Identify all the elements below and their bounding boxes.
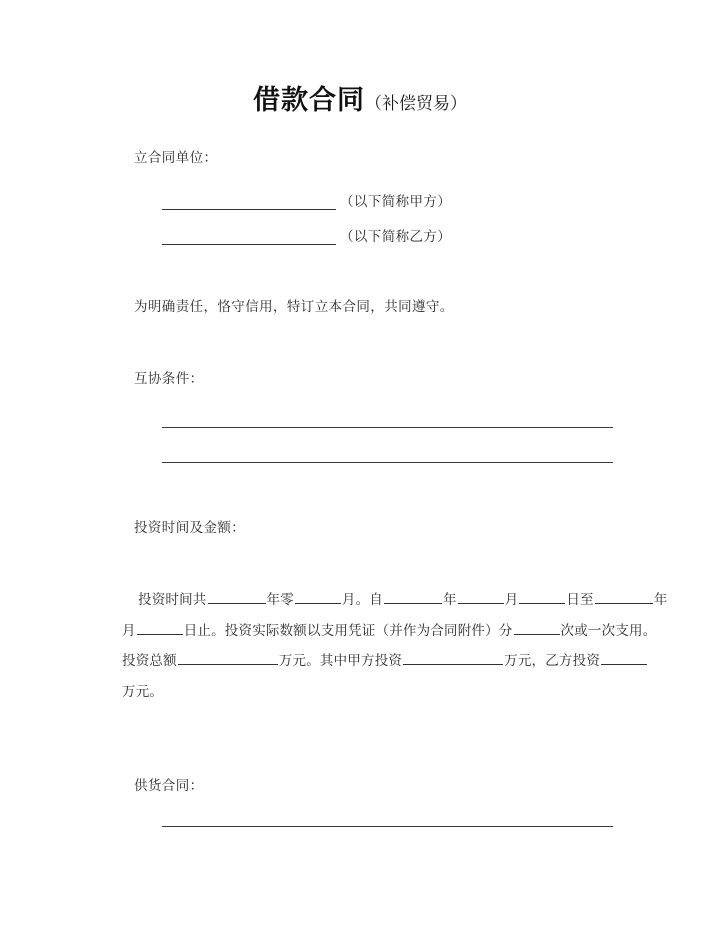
party-a-row [162, 190, 622, 212]
mutual-terms-fill-line-1[interactable] [162, 427, 613, 428]
end-year-input[interactable] [595, 589, 653, 604]
investment-paragraph-line-3 [122, 646, 613, 677]
text-year-zero: 年零 [266, 592, 294, 608]
start-day-input[interactable] [519, 589, 565, 604]
text-amount-unit-suffix: 万元。 [122, 683, 164, 700]
investment-paragraph-line-4 [122, 677, 613, 708]
mutual-terms-fill-line-2[interactable] [162, 462, 613, 463]
text-total-amount-prefix: 投资总额 [122, 653, 177, 669]
total-amount-input[interactable] [178, 650, 278, 665]
text-party-b-amount-prefix: 万元，乙方投资 [504, 653, 601, 669]
investment-paragraph-line-2 [122, 616, 657, 647]
text-month-from: 月。自 [341, 592, 384, 608]
text-disbursement-suffix: 次或一次支用。 [560, 622, 657, 639]
text-party-a-amount-prefix: 万元。其中甲方投资 [278, 653, 403, 669]
mutual-terms-heading: 互协条件： [134, 371, 204, 387]
title-subtitle-text: （补偿贸易） [365, 94, 467, 114]
party-a-amount-input[interactable] [403, 650, 503, 665]
party-b-input[interactable] [162, 229, 336, 245]
text-year-2: 年 [653, 592, 668, 608]
title-main-text: 借款合同 [253, 85, 365, 116]
end-day-input[interactable] [137, 620, 183, 635]
months-total-input[interactable] [295, 589, 341, 604]
party-a-input[interactable] [162, 194, 336, 210]
party-b-row [162, 225, 622, 247]
start-month-input[interactable] [458, 589, 504, 604]
supply-contract-fill-line-1[interactable] [162, 826, 613, 827]
party-b-label: （以下简称乙方） [340, 229, 452, 245]
disbursement-times-input[interactable] [514, 620, 560, 635]
page-title [0, 78, 720, 117]
supply-contract-heading: 供货合同： [134, 778, 204, 794]
years-total-input[interactable] [208, 589, 266, 604]
text-day-to: 日至 [566, 592, 594, 608]
text-year-1: 年 [443, 592, 457, 608]
text-invest-duration-prefix: 投资时间共 [138, 592, 207, 608]
parties-heading: 立合同单位： [134, 150, 218, 166]
investment-paragraph [122, 585, 668, 707]
start-year-input[interactable] [384, 589, 442, 604]
purpose-statement: 为明确责任，恪守信用，特订立本合同，共同遵守。 [134, 299, 454, 315]
party-b-amount-input[interactable] [601, 650, 647, 665]
party-a-label: （以下简称甲方） [340, 194, 452, 210]
text-month-1: 月 [504, 592, 519, 608]
investment-paragraph-line-1 [122, 585, 668, 616]
text-month-2: 月 [122, 622, 136, 639]
text-disbursement-clause: 日止。投资实际数额以支用凭证（并作为合同附件）分 [183, 622, 513, 639]
investment-heading: 投资时间及金额： [134, 520, 246, 536]
